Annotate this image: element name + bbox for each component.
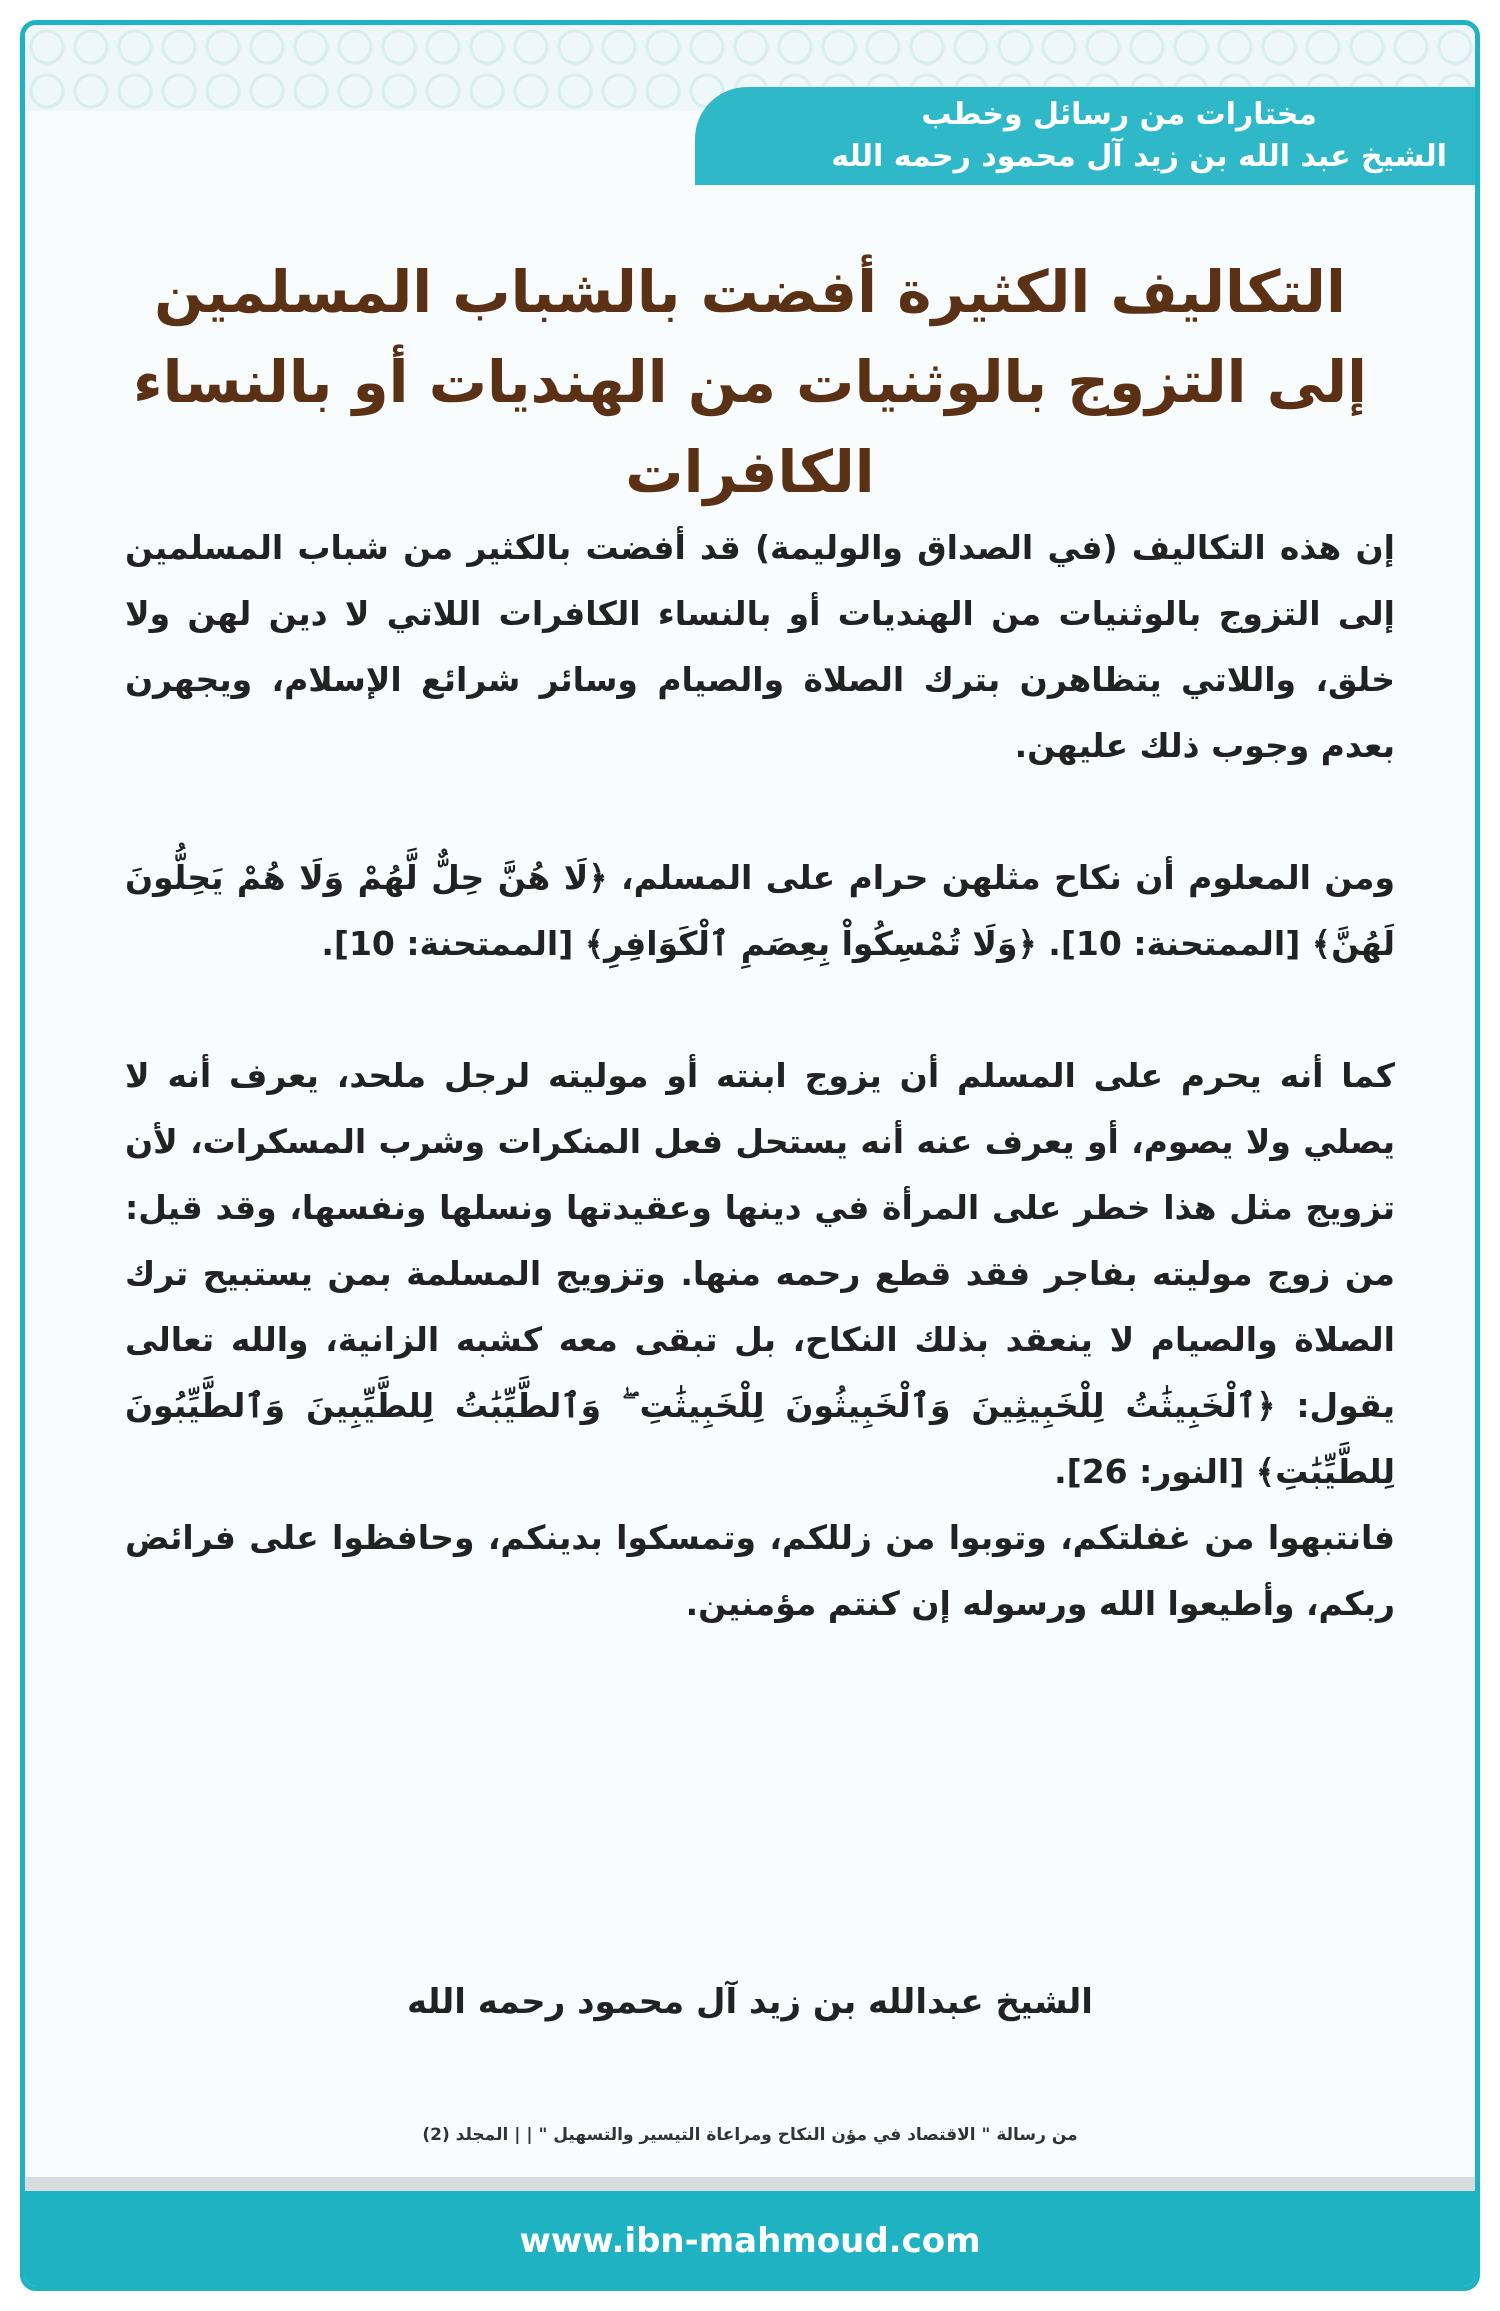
footer-bar	[25, 2191, 1475, 2286]
paragraph-1: إن هذه التكاليف (في الصداق والوليمة) قد أفضت بالكثير من شباب المسلمين إلى التزوج بالوثنيات من الهنديات أو بالنساء الكافرات اللاتي لا دين لهن ولا خلق، واللاتي يتظاهرن بترك الصلاة والصيام وسائر شرائع الإسلام، ويجهرن بعدم وجوب ذلك عليهن.	[125, 528, 1395, 765]
article-title: التكاليف الكثيرة أفضت بالشباب المسلمين إلى التزوج بالوثنيات من الهنديات أو بالنساء الكافرات	[132, 258, 1368, 506]
footer-divider	[25, 2177, 1475, 2191]
article-body	[125, 515, 1395, 1637]
header-author-name: الشيخ عبد الله بن زيد آل محمود رحمه الله	[831, 139, 1447, 174]
paragraph-gap	[125, 779, 1395, 845]
source-reference: من رسالة " الاقتصاد في مؤن النكاح ومراعاة التيسير والتسهيل " | | المجلد (2)	[422, 2125, 1078, 2145]
website-link[interactable]: www.ibn-mahmoud.com	[519, 2221, 981, 2261]
page-frame	[20, 20, 1480, 2291]
paragraph-2: ومن المعلوم أن نكاح مثلهن حرام على المسلم، ﴿لَا هُنَّ حِلٌّ لَّهُمْ وَلَا هُمْ يَحِلُّونَ لَهُنَّ﴾ [الممتحنة: 10]. ﴿وَلَا تُمْسِكُواْ بِعِصَمِ ٱلْكَوَافِرِ﴾ [الممتحنة: 10].	[125, 858, 1395, 963]
paragraph-3: كما أنه يحرم على المسلم أن يزوج ابنته أو موليته لرجل ملحد، يعرف أنه لا يصلي ولا يصوم، أو يعرف عنه أنه يستحل فعل المنكرات وشرب المسكرات، لأن تزويج مثل هذا خطر على المرأة في دينها وعقيدتها ونسلها ونفسها، وقد قيل: من زوج موليته بفاجر فقد قطع رحمه منها. وتزويج المسلمة بمن يستبيح ترك الصلاة والصيام لا ينعقد بذلك النكاح، بل تبقى معه كشبه الزانية، والله تعالى يقول: ﴿ٱلْخَبِيثَٰتُ لِلْخَبِيثِينَ وَٱلْخَبِيثُونَ لِلْخَبِيثَٰتِ ۖ وَٱلطَّيِّبَٰتُ لِلطَّيِّبِينَ وَٱلطَّيِّبُونَ لِلطَّيِّبَٰتِ﴾ [النور: 26].	[125, 1056, 1395, 1491]
header-banner	[695, 87, 1475, 185]
paragraph-4: فانتبهوا من غفلتكم، وتوبوا من زللكم، وتمسكوا بدينكم، وحافظوا على فرائض ربكم، وأطيعوا الله ورسوله إن كنتم مؤمنين.	[125, 1518, 1395, 1623]
paragraph-gap	[125, 977, 1395, 1043]
header-collection-title: مختارات من رسائل وخطب	[921, 97, 1317, 132]
author-signature: الشيخ عبدالله بن زيد آل محمود رحمه الله	[407, 1982, 1093, 2022]
